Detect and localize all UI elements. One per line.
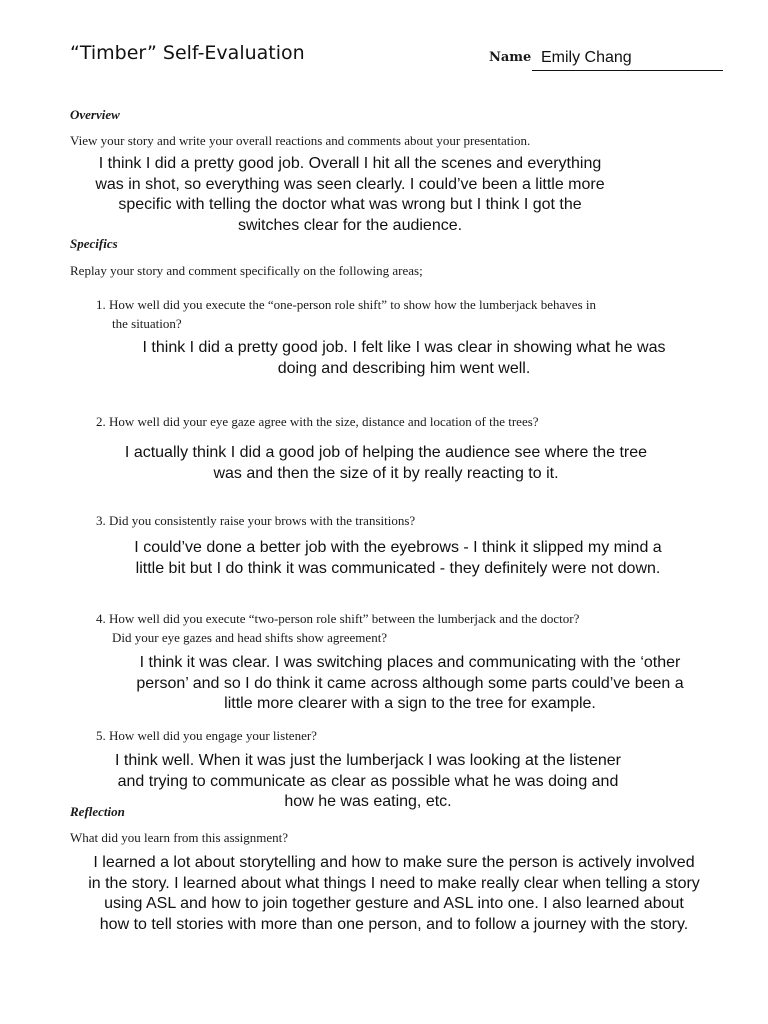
name-label: Name (489, 50, 532, 65)
answer-line: using ASL and how to join together gesture and ASL into one. I also learned about (104, 895, 684, 912)
answer-line: in the story. I learned about what things I need to make really clear when telling a story (88, 874, 700, 892)
answer-line: specific with telling the doctor what was wrong but I think I got the (118, 196, 582, 213)
question-3 (96, 511, 415, 530)
name-field[interactable]: Emily Chang (541, 49, 632, 66)
answer-line: and trying to communicate as clear as possible what he was doing and (117, 772, 619, 790)
answer-line: I think I did a pretty good job. Overall I hit all the scenes and everything (98, 155, 602, 172)
question-line: 4. How well did you execute “two-person role shift” between the lumberjack and the doctor? (96, 611, 580, 626)
answer-line: doing and describing him went well. (277, 359, 531, 377)
question-line: 2. How well did your eye gaze agree with the size, distance and location of the trees? (96, 414, 539, 429)
reflection-heading: Reflection (70, 804, 125, 819)
question-4 (96, 609, 579, 647)
specifics-prompt: Replay your story and comment specifically on the following areas; (70, 263, 423, 278)
specifics-heading: Specifics (70, 236, 118, 251)
question-1-answer[interactable] (0, 338, 768, 379)
document-title: “Timber” Self-Evaluation (70, 42, 305, 64)
question-line: 1. How well did you execute the “one-person role shift” to show how the lumberjack behaves in (96, 297, 596, 312)
answer-line: I think I did a pretty good job. I felt like I was clear in showing what he was (142, 339, 666, 356)
question-3-answer[interactable] (0, 538, 768, 579)
answer-line: I think well. When it was just the lumberjack I was looking at the listener (115, 752, 621, 769)
overview-heading: Overview (70, 107, 120, 122)
question-line: 5. How well did you engage your listener? (96, 728, 317, 743)
answer-line: switches clear for the audience. (237, 216, 463, 234)
question-line: the situation? (112, 316, 182, 331)
name-underline (532, 70, 723, 71)
overview-answer[interactable] (0, 154, 700, 236)
answer-line: I actually think I did a good job of helping the audience see where the tree (124, 444, 648, 461)
question-1 (96, 295, 596, 333)
answer-line: person’ and so I do think it came across although some parts could’ve been a (136, 674, 684, 692)
question-line: 3. Did you consistently raise your brows with the transitions? (96, 513, 416, 528)
answer-line: was in shot, so everything was seen clearly. I could’ve been a little more (95, 175, 605, 193)
question-2 (96, 412, 539, 431)
answer-line: how to tell stories with more than one person, and to follow a journey with the story. (99, 915, 689, 933)
answer-line: little bit but I do think it was communicated - they definitely were not down. (135, 559, 661, 577)
answer-line: I could’ve done a better job with the eyebrows - I think it slipped my mind a (134, 539, 662, 556)
question-5 (96, 726, 317, 745)
overview-prompt: View your story and write your overall reactions and comments about your presentation. (70, 133, 531, 148)
answer-line: was and then the size of it by really reacting to it. (213, 464, 559, 482)
answer-line: how he was eating, etc. (284, 793, 452, 810)
question-2-answer[interactable] (0, 443, 768, 484)
reflection-answer[interactable] (0, 853, 768, 935)
question-line: Did your eye gazes and head shifts show agreement? (112, 630, 388, 645)
answer-line: I learned a lot about storytelling and how to make sure the person is actively involved (93, 854, 695, 871)
answer-line: little more clearer with a sign to the tree for example. (224, 695, 596, 712)
answer-line: I think it was clear. I was switching places and communicating with the ‘other (139, 654, 681, 671)
question-4-answer[interactable] (0, 653, 768, 715)
reflection-prompt: What did you learn from this assignment? (70, 830, 289, 845)
